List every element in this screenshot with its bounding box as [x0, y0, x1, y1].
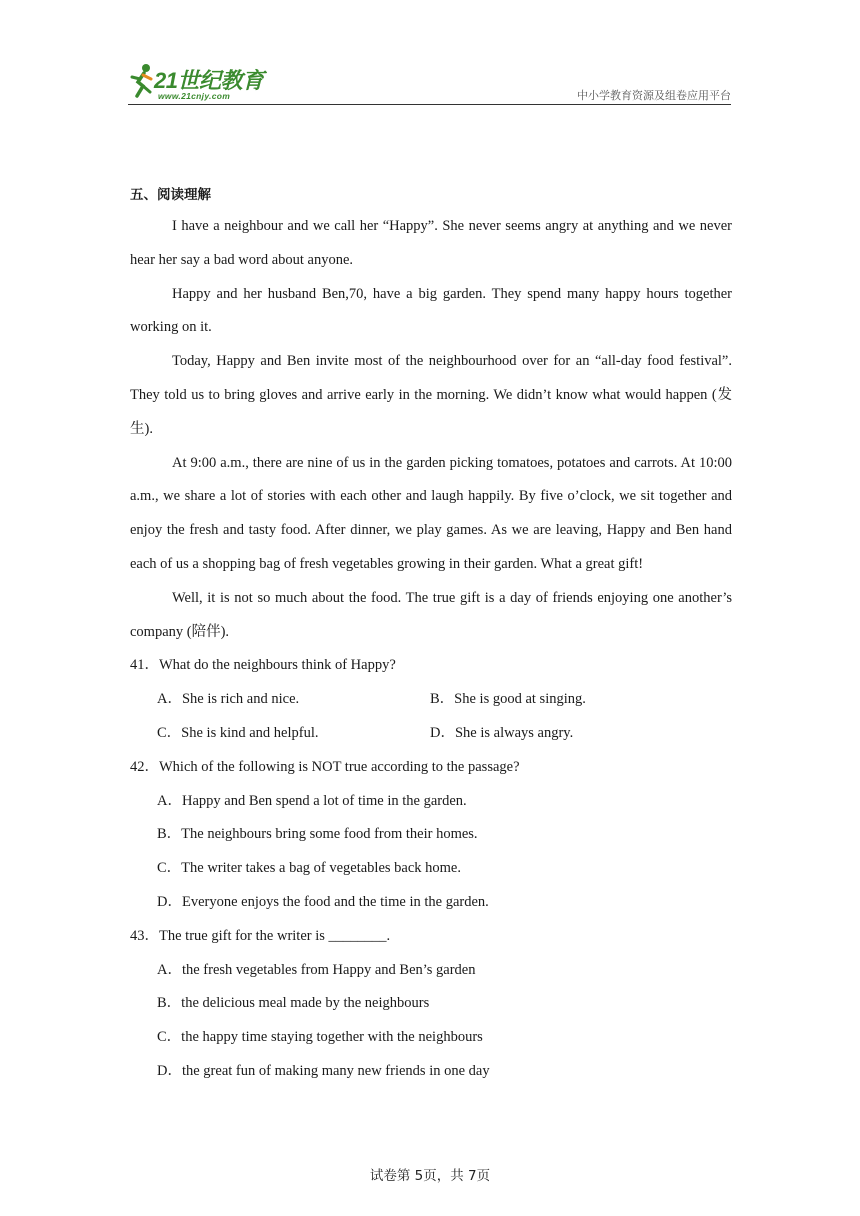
- question-43-option-d: D．the great fun of making many new friends in one day: [157, 1062, 490, 1079]
- exam-content: [130, 180, 732, 1089]
- logo-text: 21世纪教育: [154, 68, 264, 93]
- question-41-options-row: [130, 683, 732, 717]
- question-41-option-b: B．She is good at singing.: [430, 691, 586, 708]
- passage-paragraph: Today, Happy and Ben invite most of the neighbourhood over for an “all-day food festival”. They told us to bring gloves and arrive early in the morning. We didn’t know what would happen (发生).: [130, 353, 732, 437]
- question-41-option-d: D．She is always angry.: [430, 724, 574, 741]
- question-42-option-a: A．Happy and Ben spend a lot of time in the garden.: [157, 792, 467, 809]
- question-42-option-b: B．The neighbours bring some food from their homes.: [157, 826, 478, 843]
- passage-paragraph: I have a neighbour and we call her “Happy”. She never seems angry at anything and we never hear her say a bad word about anyone.: [130, 218, 732, 268]
- passage-paragraph: Happy and her husband Ben,70, have a big garden. They spend many happy hours together working on it.: [130, 285, 732, 336]
- passage-paragraph: At 9:00 a.m., there are nine of us in the garden picking tomatoes, potatoes and carrots. At 10:00 a.m., we share a lot of stories with each other and laugh happily. By five o’clock, we sit together and enjoy the fresh and tasty food. After dinner, we play games. As we are leaving, Happy and Ben hand each of us a shopping bag of fresh vegetables growing in their garden. What a great gift!: [130, 454, 732, 572]
- question-41-stem: 41．What do the neighbours think of Happy?: [130, 657, 396, 674]
- site-logo: [128, 62, 278, 102]
- runner-icon: [128, 62, 156, 100]
- logo-url: www.21cnjy.com: [158, 91, 231, 101]
- passage-paragraph: Well, it is not so much about the food. The true gift is a day of friends enjoying one another’s company (陪伴).: [130, 589, 732, 640]
- question-42-option-c: C．The writer takes a bag of vegetables back home.: [157, 860, 461, 877]
- question-42-option-d: D．Everyone enjoys the food and the time in the garden.: [157, 893, 489, 910]
- question-43-option-b: B．the delicious meal made by the neighbours: [157, 995, 430, 1012]
- question-41-options-row: [130, 717, 732, 751]
- page-number: 试卷第 5页，共 7页: [369, 1168, 491, 1184]
- section-title: 五、阅读理解: [130, 187, 211, 203]
- question-41-option-c: C．She is kind and helpful.: [157, 724, 319, 741]
- platform-name: 中小学教育资源及组卷应用平台: [577, 89, 731, 102]
- question-43-option-c: C．the happy time staying together with the neighbours: [157, 1029, 483, 1046]
- question-42-stem: 42．Which of the following is NOT true according to the passage?: [130, 758, 520, 775]
- question-41-option-a: A．She is rich and nice.: [157, 691, 300, 708]
- question-43-stem: 43．The true gift for the writer is ________.: [130, 927, 391, 944]
- question-43-option-a: A．the fresh vegetables from Happy and Ben’s garden: [157, 961, 476, 978]
- page-header: [128, 60, 731, 105]
